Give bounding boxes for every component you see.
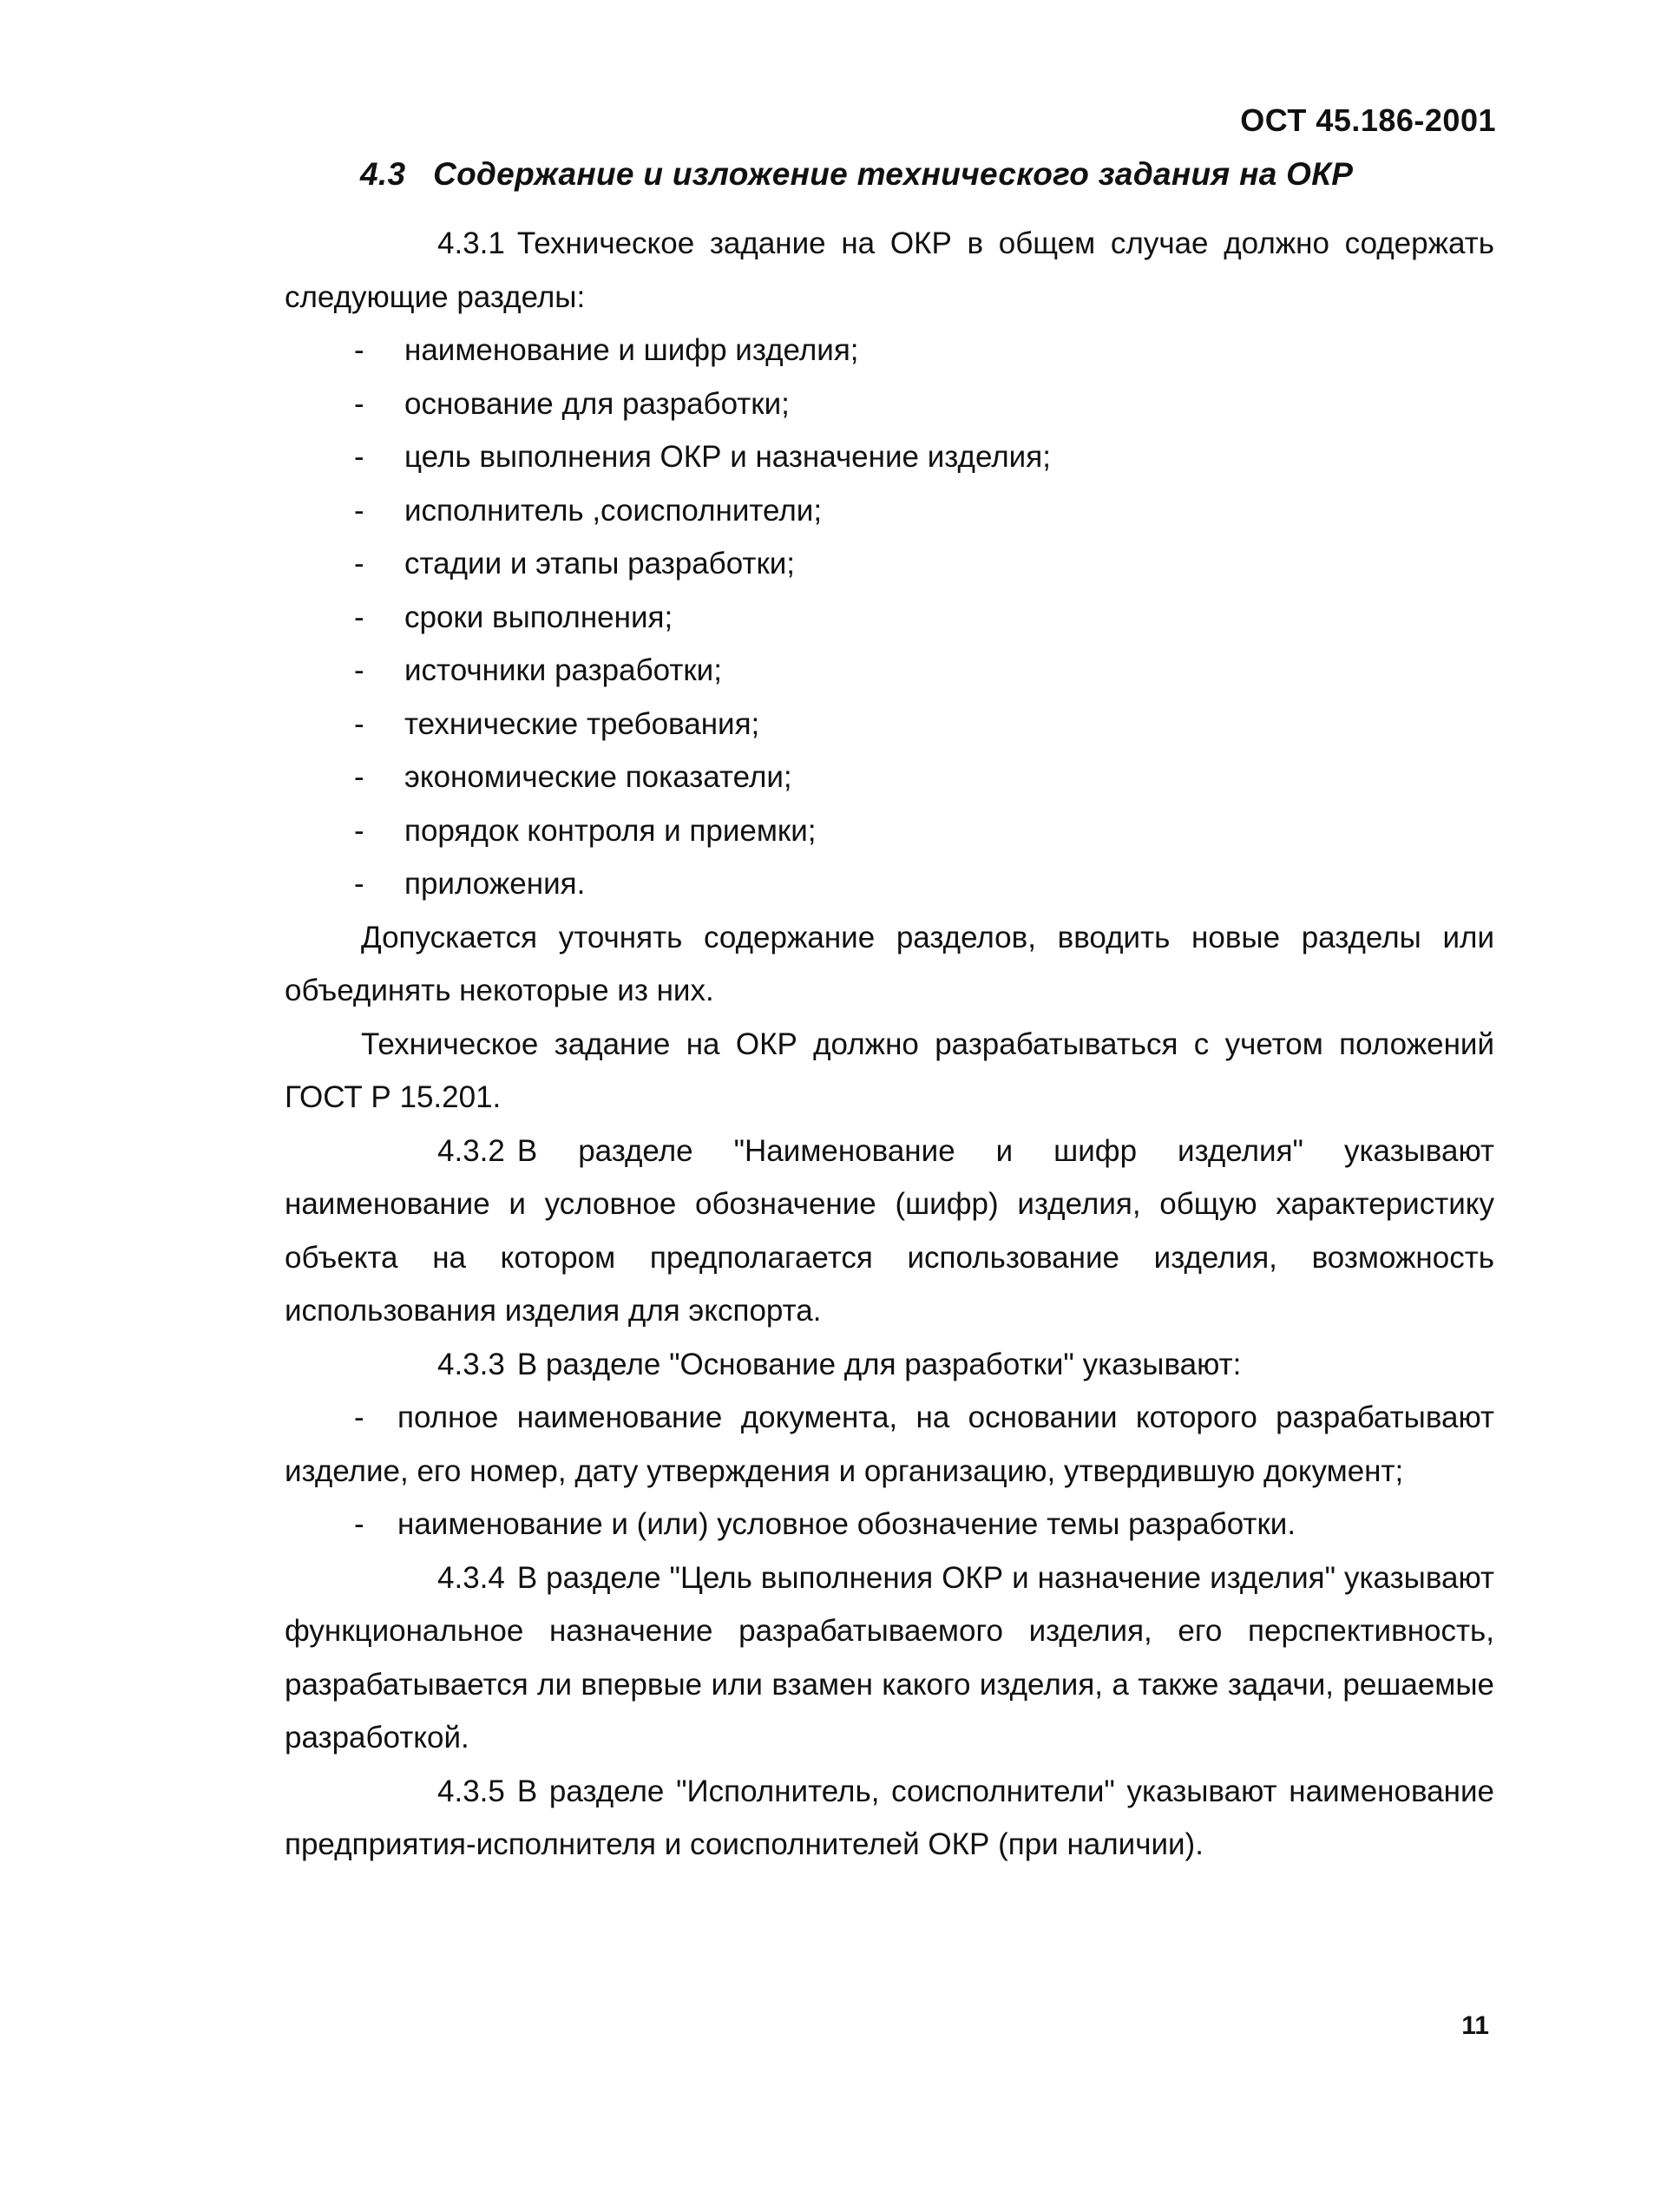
paragraph-number: 4.3.3 [437, 1347, 505, 1381]
dash-marker: - [354, 760, 364, 794]
paragraph-text: Техническое задание на ОКР в общем случае должно содержать следующие разделы: [285, 226, 1494, 314]
document-body [285, 217, 1494, 1872]
list-item: - наименование и (или) условное обозначение темы разработки. [285, 1498, 1494, 1551]
dash-marker: - [354, 706, 364, 741]
paragraph-4-3-3 [285, 1338, 1494, 1392]
paragraph-allow: Допускается уточнять содержание разделов, вводить новые разделы или объединять некоторые из них. [285, 920, 1494, 1007]
list-item: - стадии и этапы разработки; [285, 537, 1494, 591]
dash-marker: - [354, 547, 364, 581]
paragraph-4-3-4 [285, 1551, 1494, 1765]
list-item: - сроки выполнения; [285, 591, 1494, 645]
dash-marker: - [354, 493, 364, 528]
paragraph-text: В разделе "Исполнитель, соисполнители" указывают наименование предприятия-исполнителя и соисполнителей ОКР (при наличии). [285, 1774, 1494, 1861]
dash-marker: - [354, 1400, 364, 1434]
list-item: - технические требования; [285, 698, 1494, 751]
dash-marker: - [354, 813, 364, 848]
list-item: - приложения. [285, 857, 1494, 911]
paragraph-number: 4.3.5 [437, 1774, 505, 1808]
dash-marker: - [354, 386, 364, 421]
list-item: - полное наименование документа, на основании которого разрабатывают изделие, его номер, дату утверждения и организацию, утвердившую документ; [285, 1391, 1494, 1498]
list-item: - исполнитель ,соисполнители; [285, 484, 1494, 538]
paragraph-gost: Техническое задание на ОКР должно разрабатываться с учетом положений ГОСТ Р 15.201. [285, 1027, 1494, 1114]
list-item: - экономические показатели; [285, 751, 1494, 804]
list-item: - источники разработки; [285, 644, 1494, 698]
list-item: - наименование и шифр изделия; [285, 324, 1494, 377]
paragraph-4-3-5 [285, 1765, 1494, 1872]
paragraph-number: 4.3.2 [437, 1133, 505, 1168]
dash-marker: - [354, 867, 364, 901]
section-heading [360, 156, 1353, 193]
list-item: - порядок контроля и приемки; [285, 804, 1494, 858]
page-number: 11 [1461, 2011, 1489, 2040]
dash-marker: - [354, 440, 364, 474]
dash-marker: - [354, 653, 364, 687]
section-title: Содержание и изложение технического задания на ОКР [433, 156, 1354, 192]
paragraph-4-3-2 [285, 1125, 1494, 1338]
section-number: 4.3 [360, 156, 406, 192]
dash-marker: - [354, 333, 364, 367]
list-item: - цель выполнения ОКР и назначение изделия; [285, 430, 1494, 484]
sections-list [285, 324, 1494, 911]
paragraph-4-3-1 [285, 217, 1494, 324]
document-code: ОСТ 45.186-2001 [1240, 102, 1496, 138]
paragraph-number: 4.3.4 [437, 1560, 505, 1595]
paragraph-text: В разделе "Основание для разработки" указывают: [516, 1347, 1242, 1381]
dash-marker: - [354, 1507, 364, 1541]
paragraph-number: 4.3.1 [437, 226, 505, 260]
list-item: - основание для разработки; [285, 377, 1494, 431]
paragraph-text: В разделе "Наименование и шифр изделия" указывают наименование и условное обозначение (шифр) изделия, общую характеристику объекта на котором предполагается использование изделия, возможность использования изделия для экспорта. [285, 1133, 1494, 1328]
dash-marker: - [354, 600, 364, 634]
paragraph-text: В разделе "Цель выполнения ОКР и назначение изделия" указывают функциональное назначение разрабатываемого изделия, его перспективность, разрабатывается ли впервые или взамен какого изделия, а также задачи, решаемые разработкой. [285, 1560, 1494, 1755]
